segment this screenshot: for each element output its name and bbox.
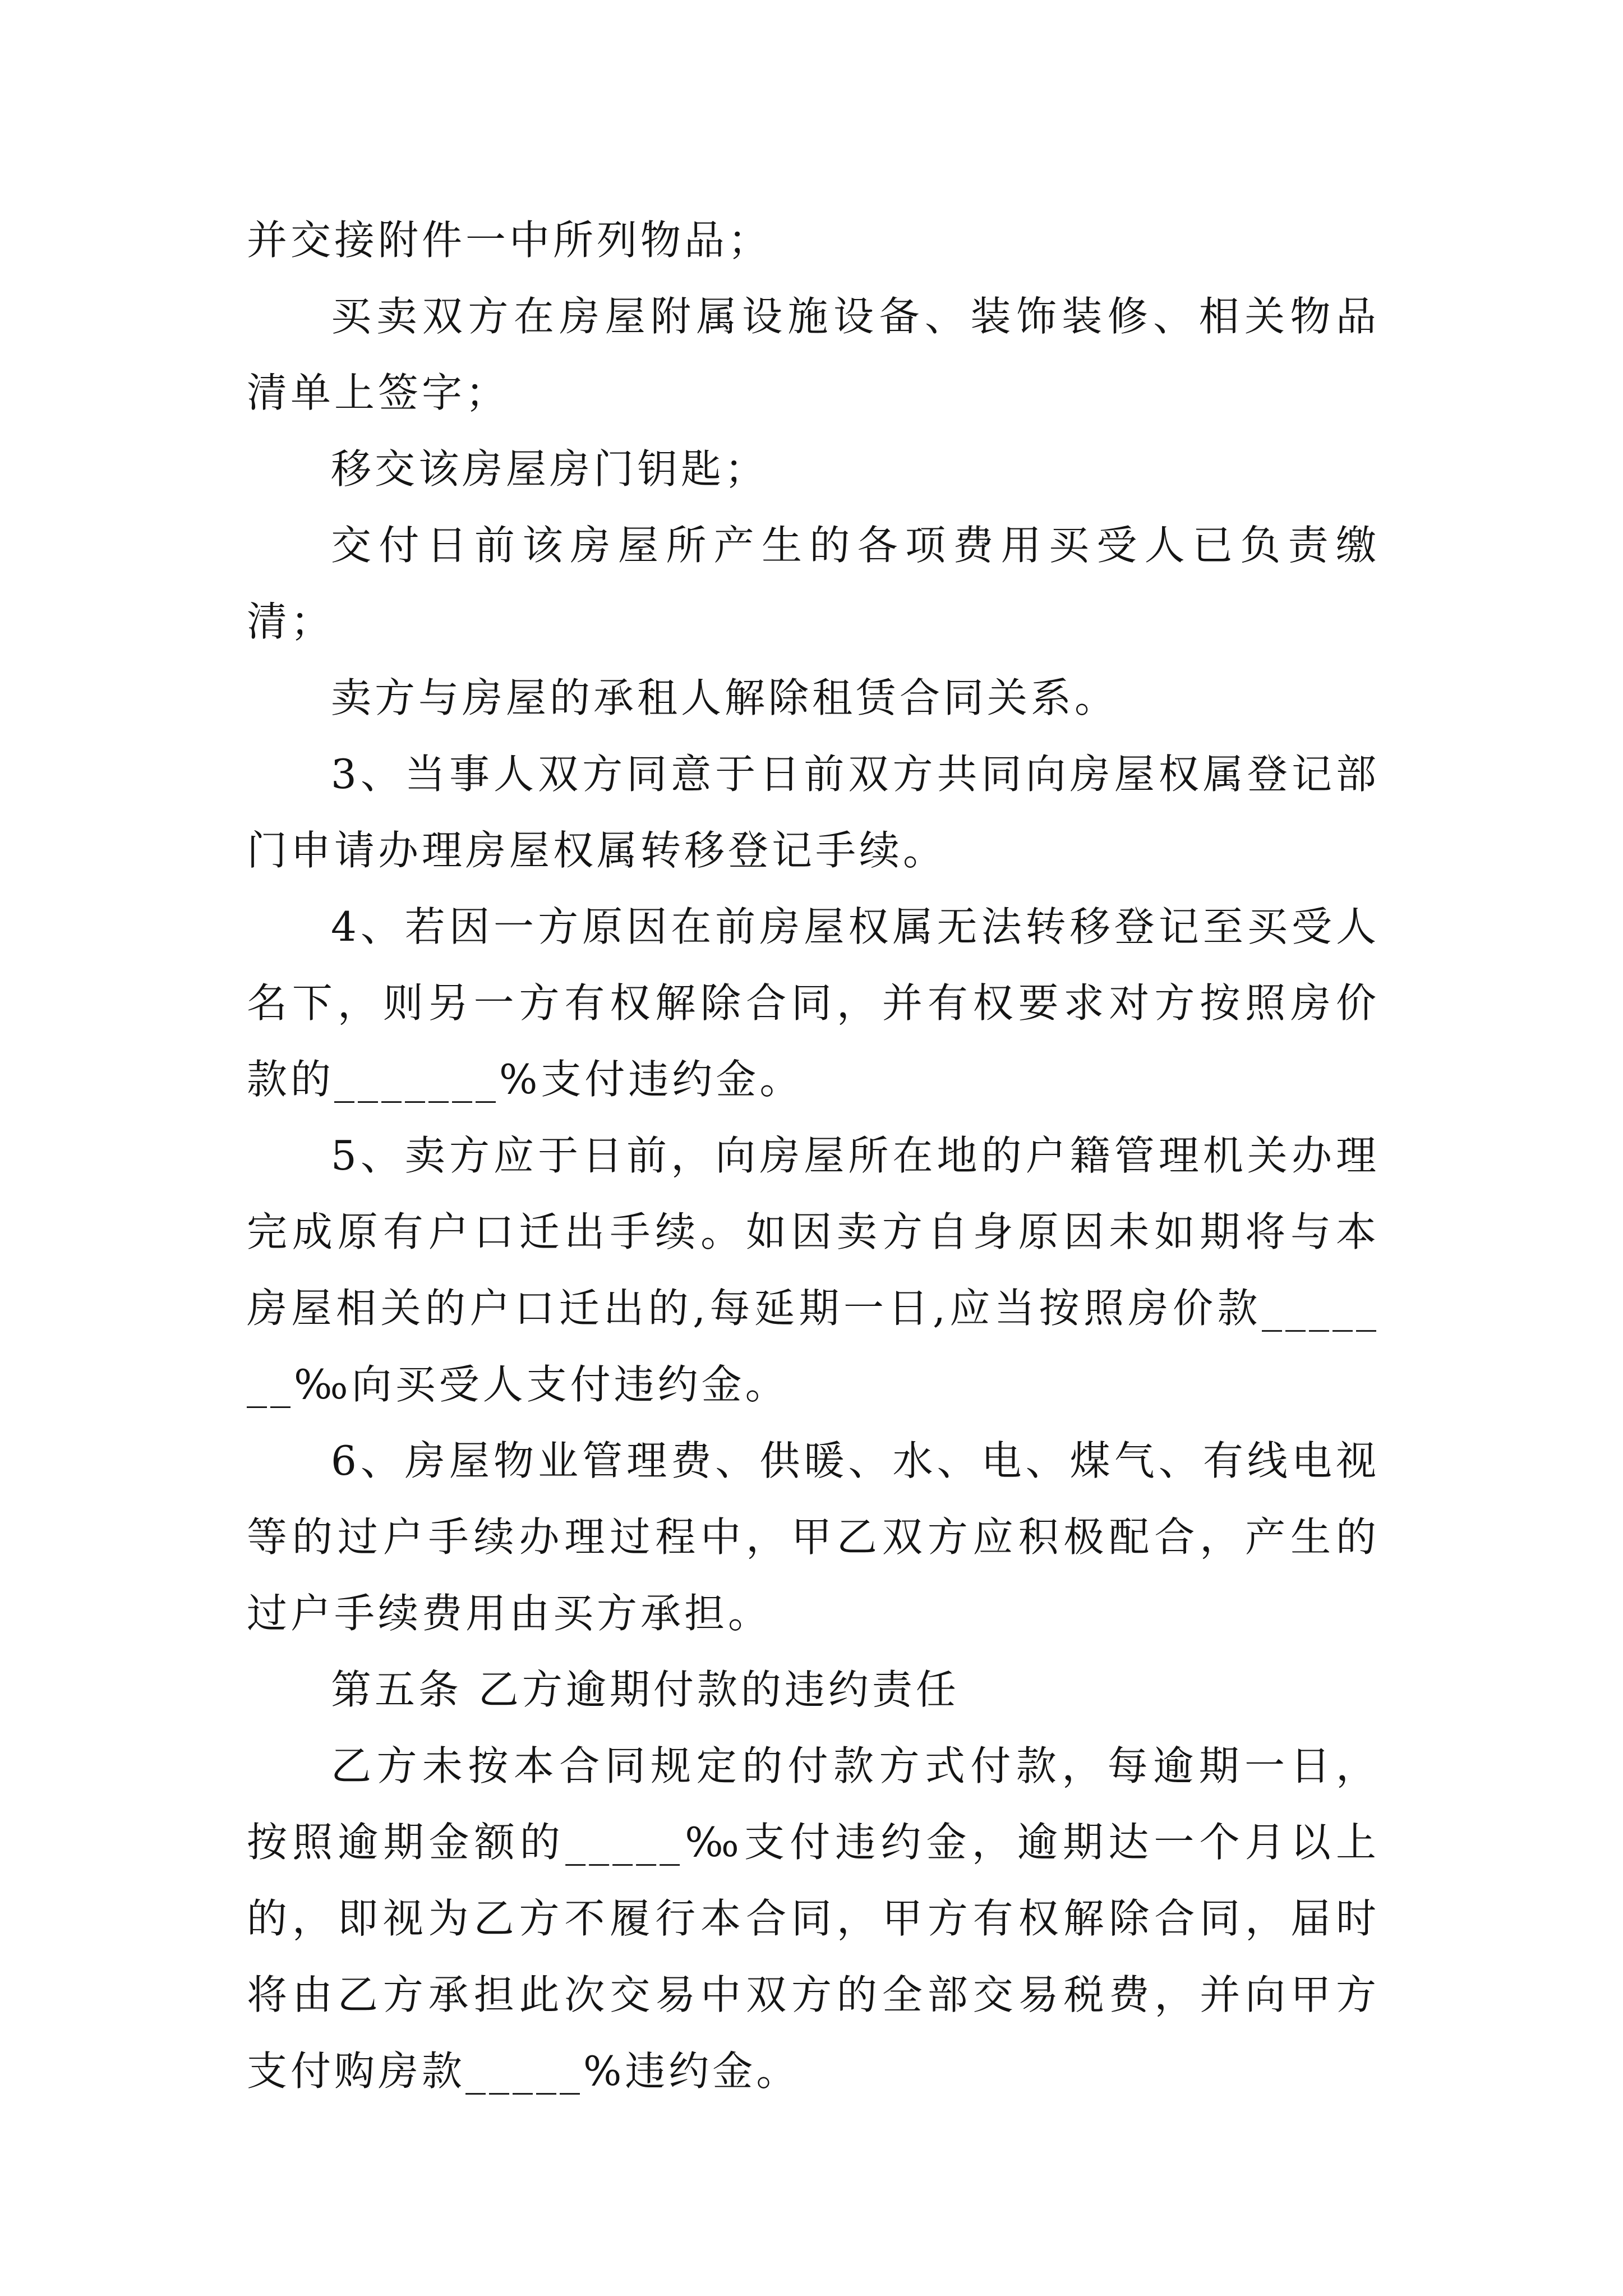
paragraph-clause-4: 4、若因一方原因在前房屋权属无法转移登记至买受人名下，则另一方有权解除合同，并有权要求对方按照房价款的_______%支付违约金。 [247,903,1380,1103]
paragraph-clause-6: 6、房屋物业管理费、供暖、水、电、煤气、有线电视等的过户手续办理过程中，甲乙双方应积极配合，产生的过户手续费用由买方承担。 [247,1437,1380,1637]
section-heading-article-5: 第五条 乙方逾期付款的违约责任 [331,1666,960,1713]
paragraph-fees-paid: 交付日前该房屋所产生的各项费用买受人已负责缴清； [247,522,1380,645]
paragraph-late-payment: 乙方未按本合同规定的付款方式付款，每逾期一日，按照逾期金额的_____‰支付违约金，逾期达一个月以上的，即视为乙方不履行本合同，甲方有权解除合同，届时将由乙方承担此次交易中双方的全部交易税费，并向甲方支付购房款_____%违约金。 [247,1742,1380,2095]
paragraph-clause-3: 3、当事人双方同意于日前双方共同向房屋权属登记部门申请办理房屋权属转移登记手续。 [247,751,1380,874]
paragraph-sign-inventory: 买卖双方在房屋附属设施设备、装饰装修、相关物品清单上签字； [247,293,1380,416]
document-page [247,202,1380,2109]
paragraph-handover-items: 并交接附件一中所列物品； [247,217,772,264]
paragraph-clause-5: 5、卖方应于日前，向房屋所在地的户籍管理机关办理完成原有户口迁出手续。如因卖方自身原因未如期将与本房屋相关的户口迁出的,每延期一日,应当按照房价款_______‰向买受人支付违约金。 [247,1132,1380,1408]
paragraph-terminate-lease: 卖方与房屋的承租人解除租赁合同关系。 [331,674,1119,721]
paragraph-hand-over-keys: 移交该房屋房门钥匙； [331,445,769,493]
